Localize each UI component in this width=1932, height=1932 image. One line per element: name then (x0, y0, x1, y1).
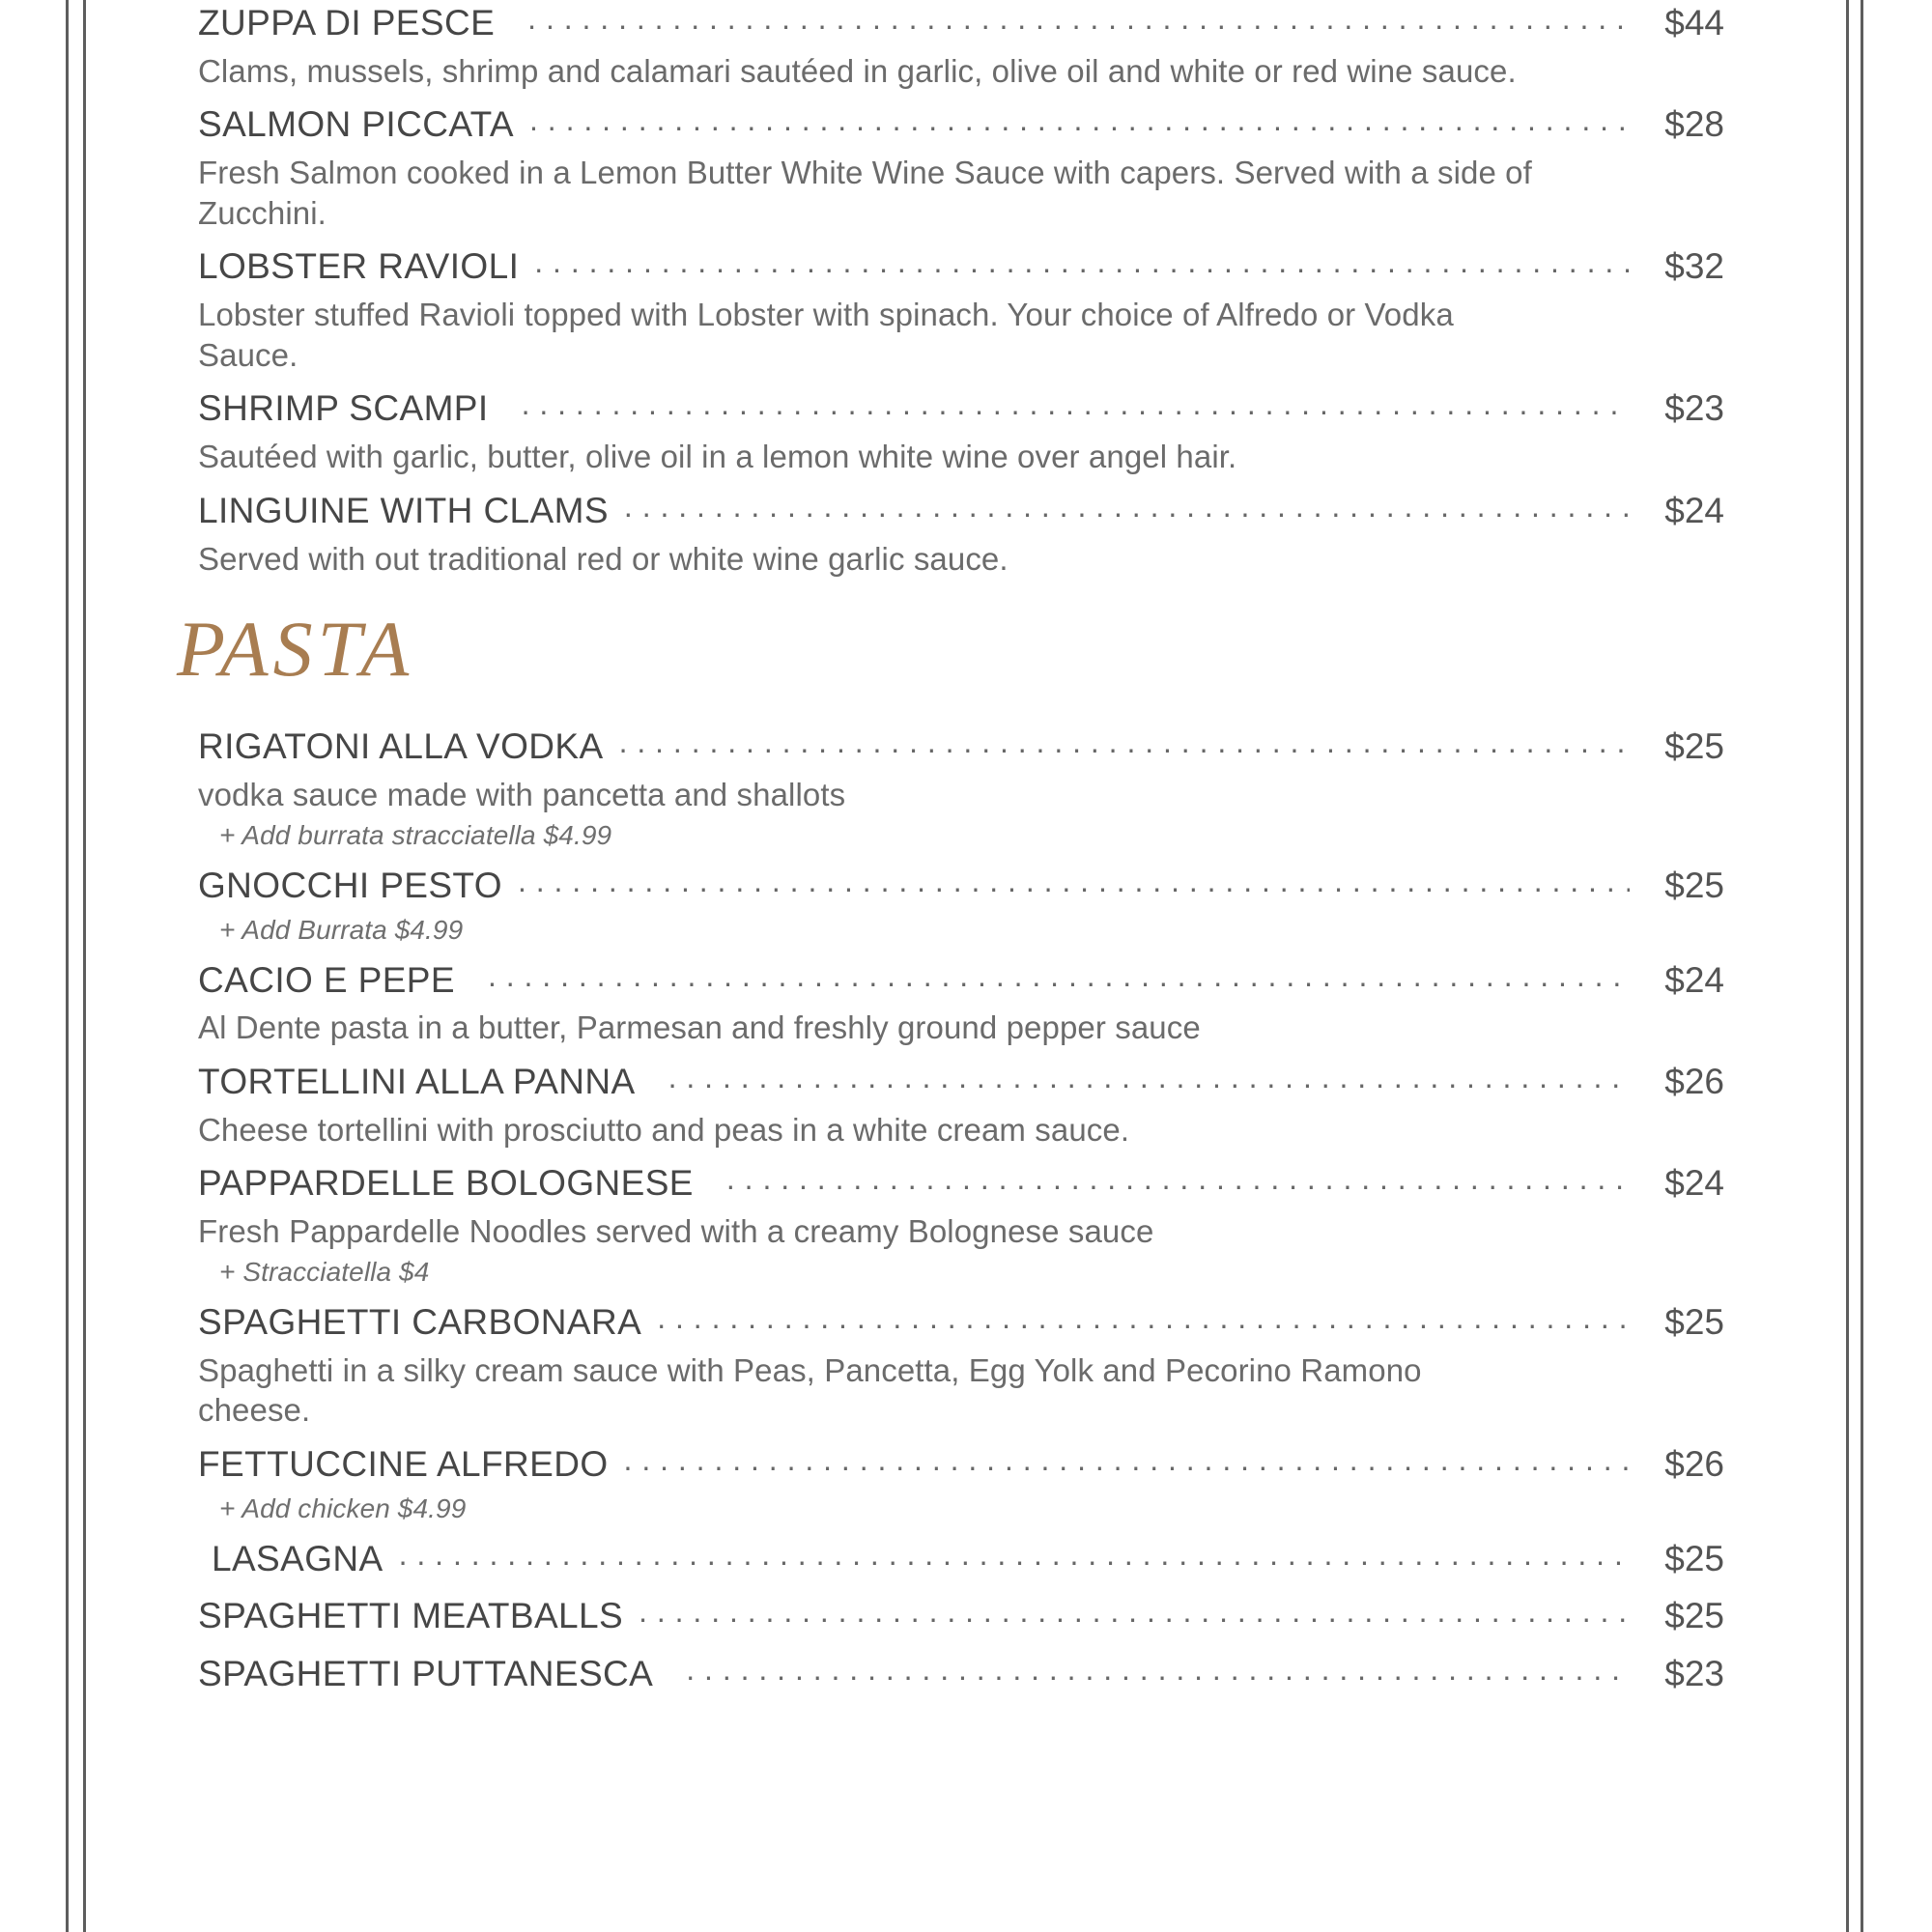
menu-item-header (198, 1593, 1724, 1640)
menu-item (198, 1059, 1724, 1150)
menu-item-price: $24 (1664, 959, 1724, 1000)
menu-item-header (198, 488, 1724, 535)
menu-item-name: PAPPARDELLE BOLOGNESE (198, 1163, 694, 1204)
menu-item (198, 957, 1724, 1048)
menu-item-description: Sautéed with garlic, butter, olive oil in a lemon white wine over angel hair. (198, 439, 1237, 475)
menu-item-header (198, 101, 1724, 149)
dot-leader (726, 1179, 1630, 1195)
dot-leader (624, 507, 1630, 523)
menu-item-price: $25 (1664, 1538, 1724, 1578)
menu-item-name: GNOCCHI PESTO (198, 865, 502, 905)
menu-item-header (198, 863, 1724, 910)
menu-item (198, 243, 1724, 375)
menu-item-header (198, 1299, 1724, 1347)
menu-item-price: $24 (1664, 490, 1724, 530)
menu-item (198, 1593, 1724, 1640)
menu-item-name: CACIO E PEPE (198, 959, 455, 1000)
menu-item (198, 1536, 1724, 1583)
dot-leader (686, 1670, 1630, 1686)
menu-item-header (198, 0, 1724, 47)
menu-item (198, 1299, 1724, 1431)
dot-leader (527, 19, 1630, 35)
menu-item-name: SHRIMP SCAMPI (198, 388, 489, 429)
menu-item-price: $25 (1664, 1596, 1724, 1636)
right-outer-border-rule (1861, 0, 1863, 1932)
right-inner-border-rule (1846, 0, 1849, 1932)
menu-item-price: $32 (1664, 246, 1724, 287)
menu-item (198, 488, 1724, 579)
menu-item-name: SALMON PICCATA (198, 104, 515, 145)
menu-item-header (198, 1059, 1724, 1106)
section-heading-pasta: PASTA (177, 605, 414, 694)
menu-item-price: $25 (1664, 726, 1724, 767)
menu-item-name: SPAGHETTI MEATBALLS (198, 1596, 624, 1636)
menu-item-header (198, 1441, 1724, 1489)
menu-item-header (198, 957, 1724, 1005)
menu-item-price: $25 (1664, 1301, 1724, 1342)
dot-leader (668, 1078, 1630, 1094)
menu-content-column (177, 0, 1724, 1709)
menu-item-addon: + Add Burrata $4.99 (219, 914, 464, 945)
menu-item-description: Clams, mussels, shrimp and calamari sautéed in garlic, olive oil and white or red wine sauce. (198, 52, 1517, 89)
menu-item-price: $26 (1664, 1443, 1724, 1484)
menu-item-price: $28 (1664, 104, 1724, 145)
dot-leader (624, 1461, 1630, 1476)
menu-section-pasta (177, 605, 1724, 1698)
menu-item (198, 1160, 1724, 1288)
menu-item-header (198, 1536, 1724, 1583)
menu-item (198, 724, 1724, 851)
menu-item-description: Fresh Salmon cooked in a Lemon Butter White Wine Sauce with capers. Served with a side of Zucchini. (198, 155, 1532, 231)
menu-item-description: Al Dente pasta in a butter, Parmesan and freshly ground pepper sauce (198, 1009, 1201, 1046)
menu-item (198, 385, 1724, 476)
menu-item-name: RIGATONI ALLA VODKA (198, 726, 604, 767)
dot-leader (534, 263, 1630, 278)
dot-leader (518, 882, 1630, 897)
dot-leader (619, 743, 1630, 758)
menu-item-price: $44 (1664, 3, 1724, 43)
menu-item-price: $25 (1664, 865, 1724, 905)
menu-item-description: Served with out traditional red or white wine garlic sauce. (198, 540, 1009, 577)
menu-item-header (198, 243, 1724, 291)
menu-section-seafood-continued (198, 0, 1724, 579)
menu-item (198, 1441, 1724, 1525)
menu-item-name: LINGUINE WITH CLAMS (198, 490, 609, 530)
menu-item-description: Spaghetti in a silky cream sauce with Peas, Pancetta, Egg Yolk and Pecorino Ramono cheese. (198, 1351, 1422, 1429)
menu-item-price: $23 (1664, 1654, 1724, 1694)
dot-leader (639, 1612, 1630, 1628)
menu-item-header (198, 724, 1724, 771)
menu-item-price: $24 (1664, 1163, 1724, 1204)
menu-item-description: Fresh Pappardelle Noodles served with a creamy Bolognese sauce (198, 1213, 1154, 1250)
dot-leader (657, 1319, 1630, 1334)
menu-item-name: SPAGHETTI PUTTANESCA (198, 1654, 654, 1694)
menu-item-name: FETTUCCINE ALFREDO (198, 1443, 609, 1484)
menu-item (198, 0, 1724, 91)
menu-item-price: $23 (1664, 388, 1724, 429)
menu-item-addon: + Stracciatella $4 (219, 1256, 430, 1287)
dot-leader (522, 405, 1630, 420)
menu-item (198, 101, 1724, 233)
dot-leader (399, 1555, 1630, 1571)
menu-item-name: SPAGHETTI CARBONARA (198, 1301, 642, 1342)
left-inner-border-rule (83, 0, 86, 1932)
menu-item-header (198, 1160, 1724, 1208)
menu-item-name: TORTELLINI ALLA PANNA (198, 1061, 636, 1101)
dot-leader (488, 977, 1630, 992)
menu-item-name: LOBSTER RAVIOLI (198, 246, 520, 287)
menu-item-description: Lobster stuffed Ravioli topped with Lobster with spinach. Your choice of Alfredo or Vodka Sauce. (198, 297, 1454, 373)
menu-item-header (198, 385, 1724, 433)
left-outer-border-rule (66, 0, 69, 1932)
menu-item (198, 1651, 1724, 1698)
menu-item-addon: + Add chicken $4.99 (219, 1492, 467, 1523)
menu-item-price: $26 (1664, 1061, 1724, 1101)
menu-item-description: vodka sauce made with pancetta and shallots (198, 777, 846, 813)
menu-item-description: Cheese tortellini with prosciutto and peas in a white cream sauce. (198, 1111, 1130, 1148)
menu-item-addon: + Add burrata stracciatella $4.99 (219, 819, 612, 850)
dot-leader (529, 121, 1630, 136)
menu-item (198, 863, 1724, 947)
menu-item-name: LASAGNA (212, 1538, 384, 1578)
menu-item-name: ZUPPA DI PESCE (198, 3, 496, 43)
menu-item-header (198, 1651, 1724, 1698)
